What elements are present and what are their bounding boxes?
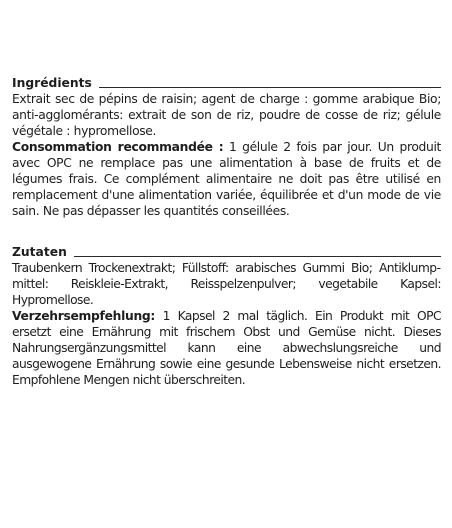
- french-ingredients-text: Extrait sec de pépins de raisin; agent de charge : gomme arabique Bio; anti-agglomérants: extrait de son de riz, poudre de cosse de riz; gélule végétale : hypromellose.: [12, 92, 441, 138]
- german-usage-text: 1 Kapsel 2 mal täglich. Ein Produkt mit OPC ersetzt eine Ernährung mit frischem Obst und Gemüse nicht. Dieses Nahrungsergänzungsmittel kann eine abwechslungsreiche und ausgewogene Ernährung sowie eine gesunde Lebensweise nicht ersetzen. Empfohlene Mengen nicht überschreiten.: [12, 309, 441, 387]
- german-heading-rule: [74, 256, 441, 257]
- german-ingredients-text: Traubenkern Trockenextrakt; Füllstoff: arabisches Gummi Bio; Antiklumpmittel: Reiskleie-Extrakt, Reisspelzenpulver; vegetabile Kapsel: Hypromellose.: [12, 261, 441, 307]
- german-heading-row: [12, 243, 441, 260]
- label-text-panel: [12, 74, 441, 388]
- french-usage-paragraph: [12, 139, 441, 219]
- german-section: [12, 243, 441, 388]
- french-usage-label: Consommation recommandée :: [12, 140, 224, 154]
- german-heading: Zutaten: [12, 245, 67, 259]
- german-usage-label: Verzehrsempfehlung:: [12, 309, 156, 323]
- french-section: [12, 74, 441, 219]
- french-usage-text: 1 gélule 2 fois par jour. Un produit avec OPC ne remplace pas une alimentation à base de fruits et de légumes frais. Ce complément alimentaire ne doit pas être utilisé en remplacement d'une alimentation variée, équilibrée et d'un mode de vie sain. Ne pas dépasser les quantités conseillées.: [12, 140, 441, 218]
- german-usage-paragraph: [12, 308, 441, 388]
- french-heading-rule: [99, 87, 441, 88]
- french-heading-row: [12, 74, 441, 91]
- french-heading: Ingrédients: [12, 76, 92, 90]
